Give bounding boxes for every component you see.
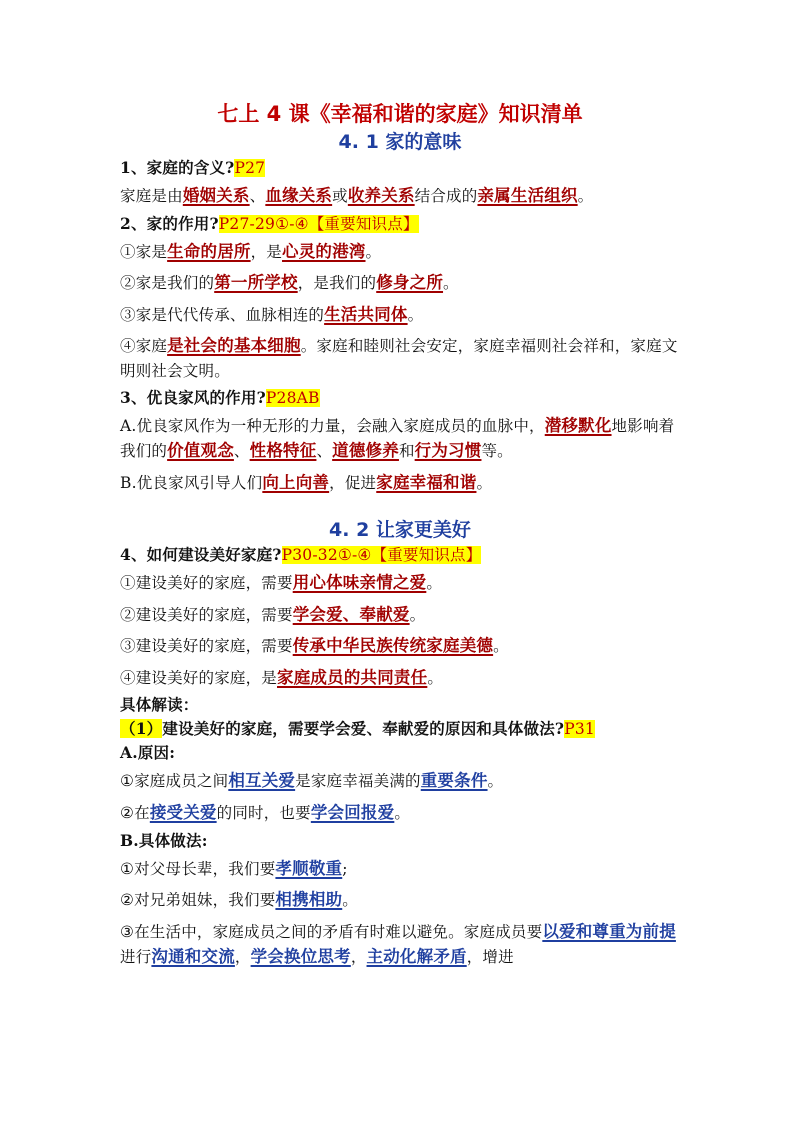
key-term: 心灵的港湾 <box>282 241 366 261</box>
key-term: 向上向善 <box>262 472 330 492</box>
reason-2: ②在接受关爱的同时，也要学会回报爱。 <box>120 803 411 823</box>
answer-2-4: ④家庭是社会的基本细胞。家庭和睦则社会安定，家庭幸福则社会祥和，家庭文明则社会文明。 <box>120 336 678 380</box>
key-term: 潜移默化 <box>544 415 612 435</box>
key-term: 学会爱、奉献爱 <box>292 604 410 624</box>
key-term: 传承中华民族传统家庭美德 <box>292 636 494 656</box>
answer-4-3: ③建设美好的家庭，需要传承中华民族传统家庭美德。 <box>120 636 509 656</box>
answer-1: 家庭是由婚姻关系、血缘关系或收养关系结合成的亲属生活组织。 <box>120 186 594 205</box>
method-2: ②对兄弟姐妹，我们要相携相助。 <box>120 890 358 910</box>
key-term: 生活共同体 <box>324 304 408 324</box>
methods-label: B.具体做法: <box>120 830 208 850</box>
key-term: 修身之所 <box>376 273 444 293</box>
key-term: 道德修养 <box>332 441 399 461</box>
answer-4-4: ④建设美好的家庭，是家庭成员的共同责任。 <box>120 667 444 687</box>
key-term: 用心体味亲情之爱 <box>292 573 427 593</box>
method-3: ③在生活中，家庭成员之间的矛盾有时难以避免。家庭成员要以爱和尊重为前提进行沟通和交流，学会换位思考，主动化解矛盾，增进 <box>120 921 676 967</box>
key-term: 行为习惯 <box>414 441 482 461</box>
sub-number: （1） <box>120 719 163 739</box>
key-term: 性格特征 <box>249 441 317 461</box>
key-term: 以爱和尊重为前提 <box>542 921 676 941</box>
answer-2-1: ①家是生命的居所，是心灵的港湾。 <box>120 241 382 261</box>
key-term: 家庭成员的共同责任 <box>277 667 428 687</box>
question-3: 3、优良家风的作用?P28AB <box>120 387 320 407</box>
question-4: 4、如何建设美好家庭?P30-32①-④【重要知识点】 <box>120 545 482 565</box>
answer-3-b: B.优良家风引导人们向上向善，促进家庭幸福和谐。 <box>120 472 493 492</box>
key-term: 是社会的基本细胞 <box>167 336 301 356</box>
key-term: 学会换位思考 <box>250 947 351 967</box>
page-ref: P27 <box>234 158 266 177</box>
key-term: 价值观念 <box>167 441 234 461</box>
page-ref: P30-32①-④【重要知识点】 <box>281 546 482 565</box>
page-ref: P27-29①-④【重要知识点】 <box>218 214 419 233</box>
answer-2-2: ②家是我们的第一所学校，是我们的修身之所。 <box>120 273 459 293</box>
key-term: 第一所学校 <box>214 273 298 293</box>
key-term: 接受关爱 <box>149 803 217 823</box>
key-term: 收养关系 <box>347 186 415 205</box>
key-term: 主动化解矛盾 <box>366 947 467 967</box>
key-term: 相互关爱 <box>228 771 296 791</box>
key-term: 家庭幸福和谐 <box>376 472 477 492</box>
key-term: 生命的居所 <box>167 241 251 261</box>
sub-question-1: （1）建设美好的家庭，需要学会爱、奉献爱的原因和具体做法?P31 <box>120 719 595 739</box>
key-term: 重要条件 <box>420 771 488 791</box>
key-term: 亲属生活组织 <box>477 186 578 205</box>
question-2: 2、家的作用?P27-29①-④【重要知识点】 <box>120 213 419 233</box>
section-heading-1: 4. 1 家的意味 <box>338 131 462 154</box>
key-term: 沟通和交流 <box>151 947 235 967</box>
page-ref: P31 <box>564 720 595 739</box>
page-ref: P28AB <box>265 388 320 407</box>
key-term: 相携相助 <box>275 890 343 910</box>
method-1: ①对父母长辈，我们要孝顺敬重; <box>120 858 348 878</box>
reason-1: ①家庭成员之间相互关爱是家庭幸福美满的重要条件。 <box>120 771 504 791</box>
document-page <box>120 100 680 973</box>
key-term: 孝顺敬重 <box>275 858 343 878</box>
question-1: 1、家庭的含义?P27 <box>120 157 266 177</box>
detail-label: 具体解读： <box>120 695 199 715</box>
section-heading-2: 4. 2 让家更美好 <box>329 518 471 541</box>
reasons-label: A.原因: <box>120 743 176 763</box>
answer-4-2: ②建设美好的家庭，需要学会爱、奉献爱。 <box>120 604 426 624</box>
key-term: 学会回报爱 <box>310 803 395 823</box>
answer-3-a: A.优良家风作为一种无形的力量，会融入家庭成员的血脉中，潜移默化地影响着我们的价值观念、性格特征、道德修养和行为习惯等。 <box>120 415 675 461</box>
key-term: 婚姻关系 <box>182 186 250 205</box>
answer-2-3: ③家是代代传承、血脉相连的生活共同体。 <box>120 304 424 324</box>
answer-4-1: ①建设美好的家庭，需要用心体味亲情之爱。 <box>120 573 443 593</box>
key-term: 血缘关系 <box>265 186 333 205</box>
document-title: 七上 4 课《幸福和谐的家庭》知识清单 <box>217 102 583 126</box>
